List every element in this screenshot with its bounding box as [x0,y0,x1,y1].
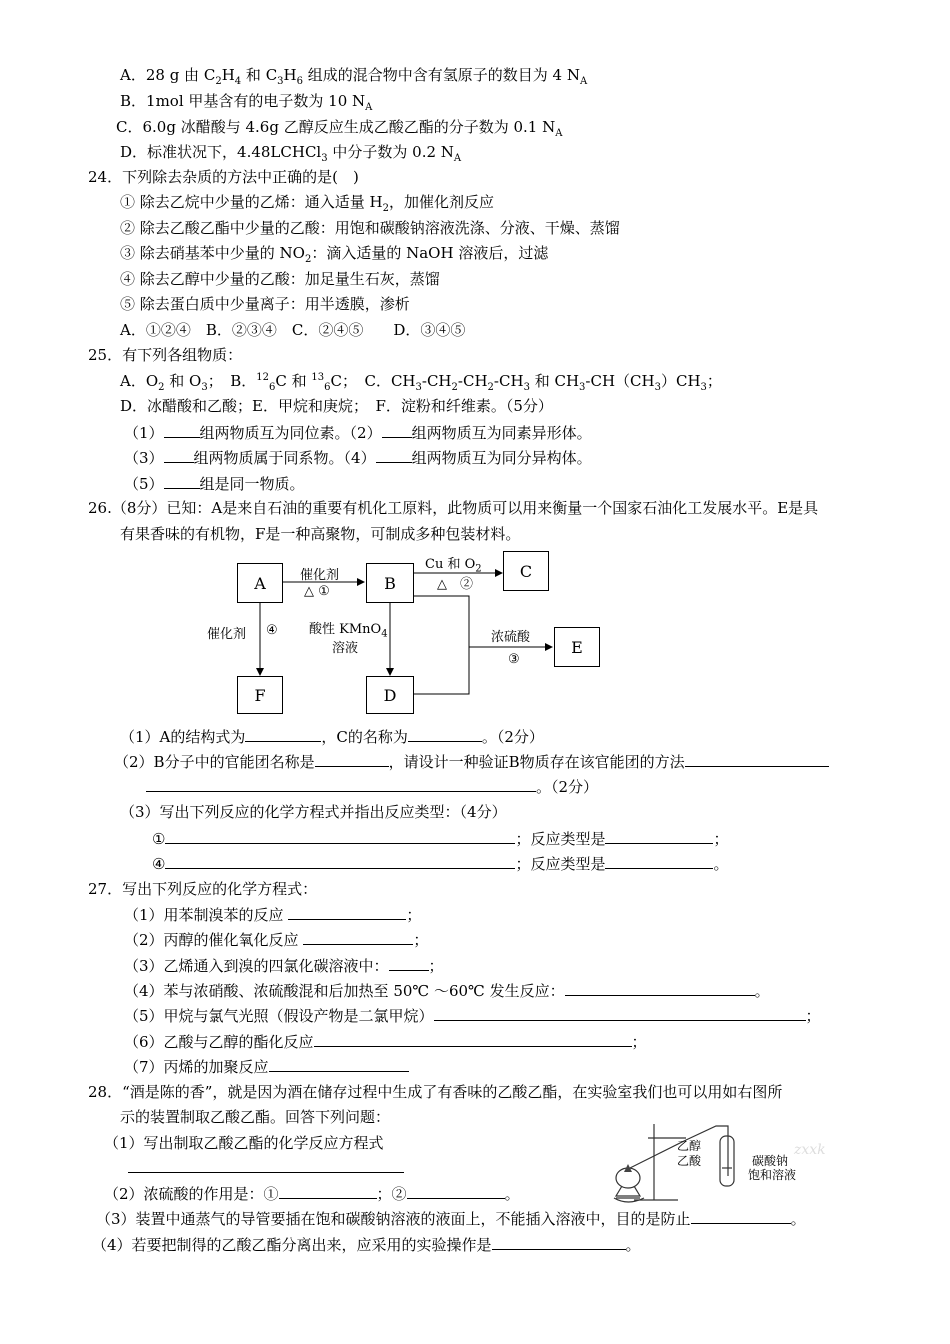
node-d: D [366,676,414,714]
q26-reaction-1: ① ；反应类型是 ； [152,830,729,848]
answer-blank[interactable] [685,752,829,767]
answer-blank[interactable] [389,956,429,971]
answer-blank[interactable] [407,1184,505,1199]
answer-blank[interactable] [434,1006,806,1021]
q24-item-5: ⑤ 除去蛋白质中少量离子：用半透膜，渗析 [120,295,410,313]
q28-part-2: （2）浓硫酸的作用是：① ；② 。 [104,1185,520,1203]
answer-blank[interactable] [315,752,389,767]
q28-part-1-blank [128,1158,404,1177]
answer-blank[interactable] [128,1158,404,1173]
fig-watermark: zxxk [794,1142,826,1158]
answer-blank[interactable] [565,981,755,996]
label-af-num: ④ [266,623,278,638]
q27-line-3: （3）乙烯通入到溴的四氯化碳溶液中： ； [124,957,444,975]
apparatus-figure [596,1116,856,1206]
answer-blank[interactable] [314,1032,632,1047]
label-de-num: ③ [508,652,520,667]
label-bd-solution: 溶液 [332,641,359,656]
q25-blank-line-1: （1） 组两物质互为同位素。（2） 组两物质互为同素异形体。 [124,424,592,442]
q25-row-2: D．冰醋酸和乙酸；E．甲烷和庚烷； F．淀粉和纤维素。（5分） [120,397,553,415]
q26-part-3: （3）写出下列反应的化学方程式并指出反应类型：（4分） [120,803,507,821]
answer-blank[interactable] [288,905,406,920]
label-de-acid: 浓硫酸 [491,630,531,645]
q24-options: A．①②④ B．②③④ C．②④⑤ D．③④⑤ [120,321,466,339]
q26-stem-1: 26.（8分）已知：A是来自石油的重要有机化工原料，此物质可以用来衡量一个国家石油化工发展水平。E是具 [88,499,819,517]
q25-blank-line-2: （3） 组两物质属于同系物。（4） 组两物质互为同分异构体。 [124,449,592,467]
answer-blank[interactable] [492,1235,626,1250]
label-ab-heat: △ ① [304,584,330,599]
node-e: E [554,627,600,667]
answer-blank[interactable] [269,1057,409,1072]
fig-label-acetic-acid: 乙酸 [677,1154,702,1168]
label-bd-reagent: 酸性 KMnO$_4$ [309,622,388,640]
q27-line-5: （5）甲烷与氯气光照（假设产物是二氯甲烷） ； [124,1007,821,1025]
q27-line-1: （1）用苯制溴苯的反应 ； [124,906,422,924]
q25-blank-line-3: （5） 组是同一物质。 [124,475,305,493]
node-f: F [237,676,283,714]
q26-reaction-4: ④ ；反应类型是 。 [152,855,729,873]
label-bc-reagent: Cu 和 $O_2$ [425,557,482,575]
answer-blank[interactable] [279,1184,377,1199]
fig-label-saturated-solution: 饱和溶液 [748,1168,797,1182]
node-c: C [503,551,549,591]
q26-part-1: （1）A的结构式为 ，C的名称为 。（2分） [120,728,544,746]
q25-stem: 25．有下列各组物质： [88,346,243,364]
q27-line-6: （6）乙酸与乙醇的酯化反应 ； [124,1033,647,1051]
q24-item-1: ① 除去乙烷中少量的乙烯：通入适量 $H_2$，加催化剂反应 [120,193,495,214]
q24-stem: 24．下列除去杂质的方法中正确的是( ) [88,168,359,186]
q25-row-1: A．$O_2$ 和 $O_3$； B．$^{12}_6$C 和 $^{13}_6$C； C．$CH_3-CH_2-CH_2-CH_3$ 和 $CH_3-CH(CH_3)CH_3$； [120,372,722,393]
label-bc-heat: △ ② [437,577,473,592]
answer-blank[interactable] [303,930,413,945]
answer-blank[interactable] [245,727,321,742]
q26-stem-2: 有果香味的有机物，F是一种高聚物，可制成多种包装材料。 [120,525,521,543]
q23-option-b: B．1mol 甲基含有的电子数为 10 $N_A$ [120,92,373,113]
q28-part-1: （1）写出制取乙酸乙酯的化学反应方程式 [104,1134,384,1152]
answer-blank[interactable] [691,1209,791,1224]
answer-blank[interactable] [408,727,482,742]
answer-blank[interactable] [146,777,536,792]
q24-item-3: ③ 除去硝基苯中少量的 $NO_2$：滴入适量的 NaOH 溶液后，过滤 [120,244,549,265]
q23-option-c: C．6.0g 冰醋酸与 4.6g 乙醇反应生成乙酸乙酯的分子数为 0.1 $N_A$ [116,118,563,139]
q28-stem-1: 28．“酒是陈的香”，就是因为酒在储存过程中生成了有香味的乙酸乙酯，在实验室我们也可以用如右图所 [88,1083,783,1101]
q27-line-2: （2）丙醇的催化氧化反应 ； [124,931,429,949]
q28-part-4: （4）若要把制得的乙酸乙酯分离出来，应采用的实验操作是 。 [92,1236,641,1254]
q24-item-2: ② 除去乙酸乙酯中少量的乙酸：用饱和碳酸钠溶液洗涤、分液、干燥、蒸馏 [120,219,620,237]
label-af-catalyst: 催化剂 [207,627,247,642]
fig-label-sodium-carbonate: 碳酸钠 [752,1154,789,1168]
node-b: B [366,563,414,603]
answer-blank[interactable] [605,829,713,844]
answer-blank[interactable] [165,829,515,844]
q27-line-7: （7）丙烯的加聚反应 [124,1057,409,1076]
q27-line-4: （4）苯与浓硝酸、浓硫酸混和后加热至 50℃ ～60℃ 发生反应： 。 [124,982,770,1000]
q26-part-2-cont: 。（2分） [146,777,598,796]
answer-blank[interactable] [605,854,713,869]
q26-part-2: （2）B分子中的官能团名称是 ，请设计一种验证B物质存在该官能团的方法 [114,752,829,771]
q24-item-4: ④ 除去乙醇中少量的乙酸：加足量生石灰，蒸馏 [120,270,440,288]
q23-option-d: D．标准状况下，4.48LCHCl$_3$ 中分子数为 0.2 $N_A$ [120,143,462,164]
q28-part-3: （3）装置中通蒸气的导管要插在饱和碳酸钠溶液的液面上，不能插入溶液中，目的是防止 。 [96,1210,806,1228]
q28-stem-2: 示的装置制取乙酸乙酯。回答下列问题： [120,1108,391,1126]
q23-option-a: A．28 g 由 $C_2H_4$ 和 $C_3H_6$ 组成的混合物中含有氢原子的数目为 4 $N_A$ [120,66,588,87]
node-a: A [237,563,283,603]
answer-blank[interactable] [165,854,515,869]
label-ab-catalyst: 催化剂 [300,568,340,583]
fig-label-ethanol: 乙醇 [677,1139,702,1153]
q27-stem: 27．写出下列反应的化学方程式： [88,880,318,898]
